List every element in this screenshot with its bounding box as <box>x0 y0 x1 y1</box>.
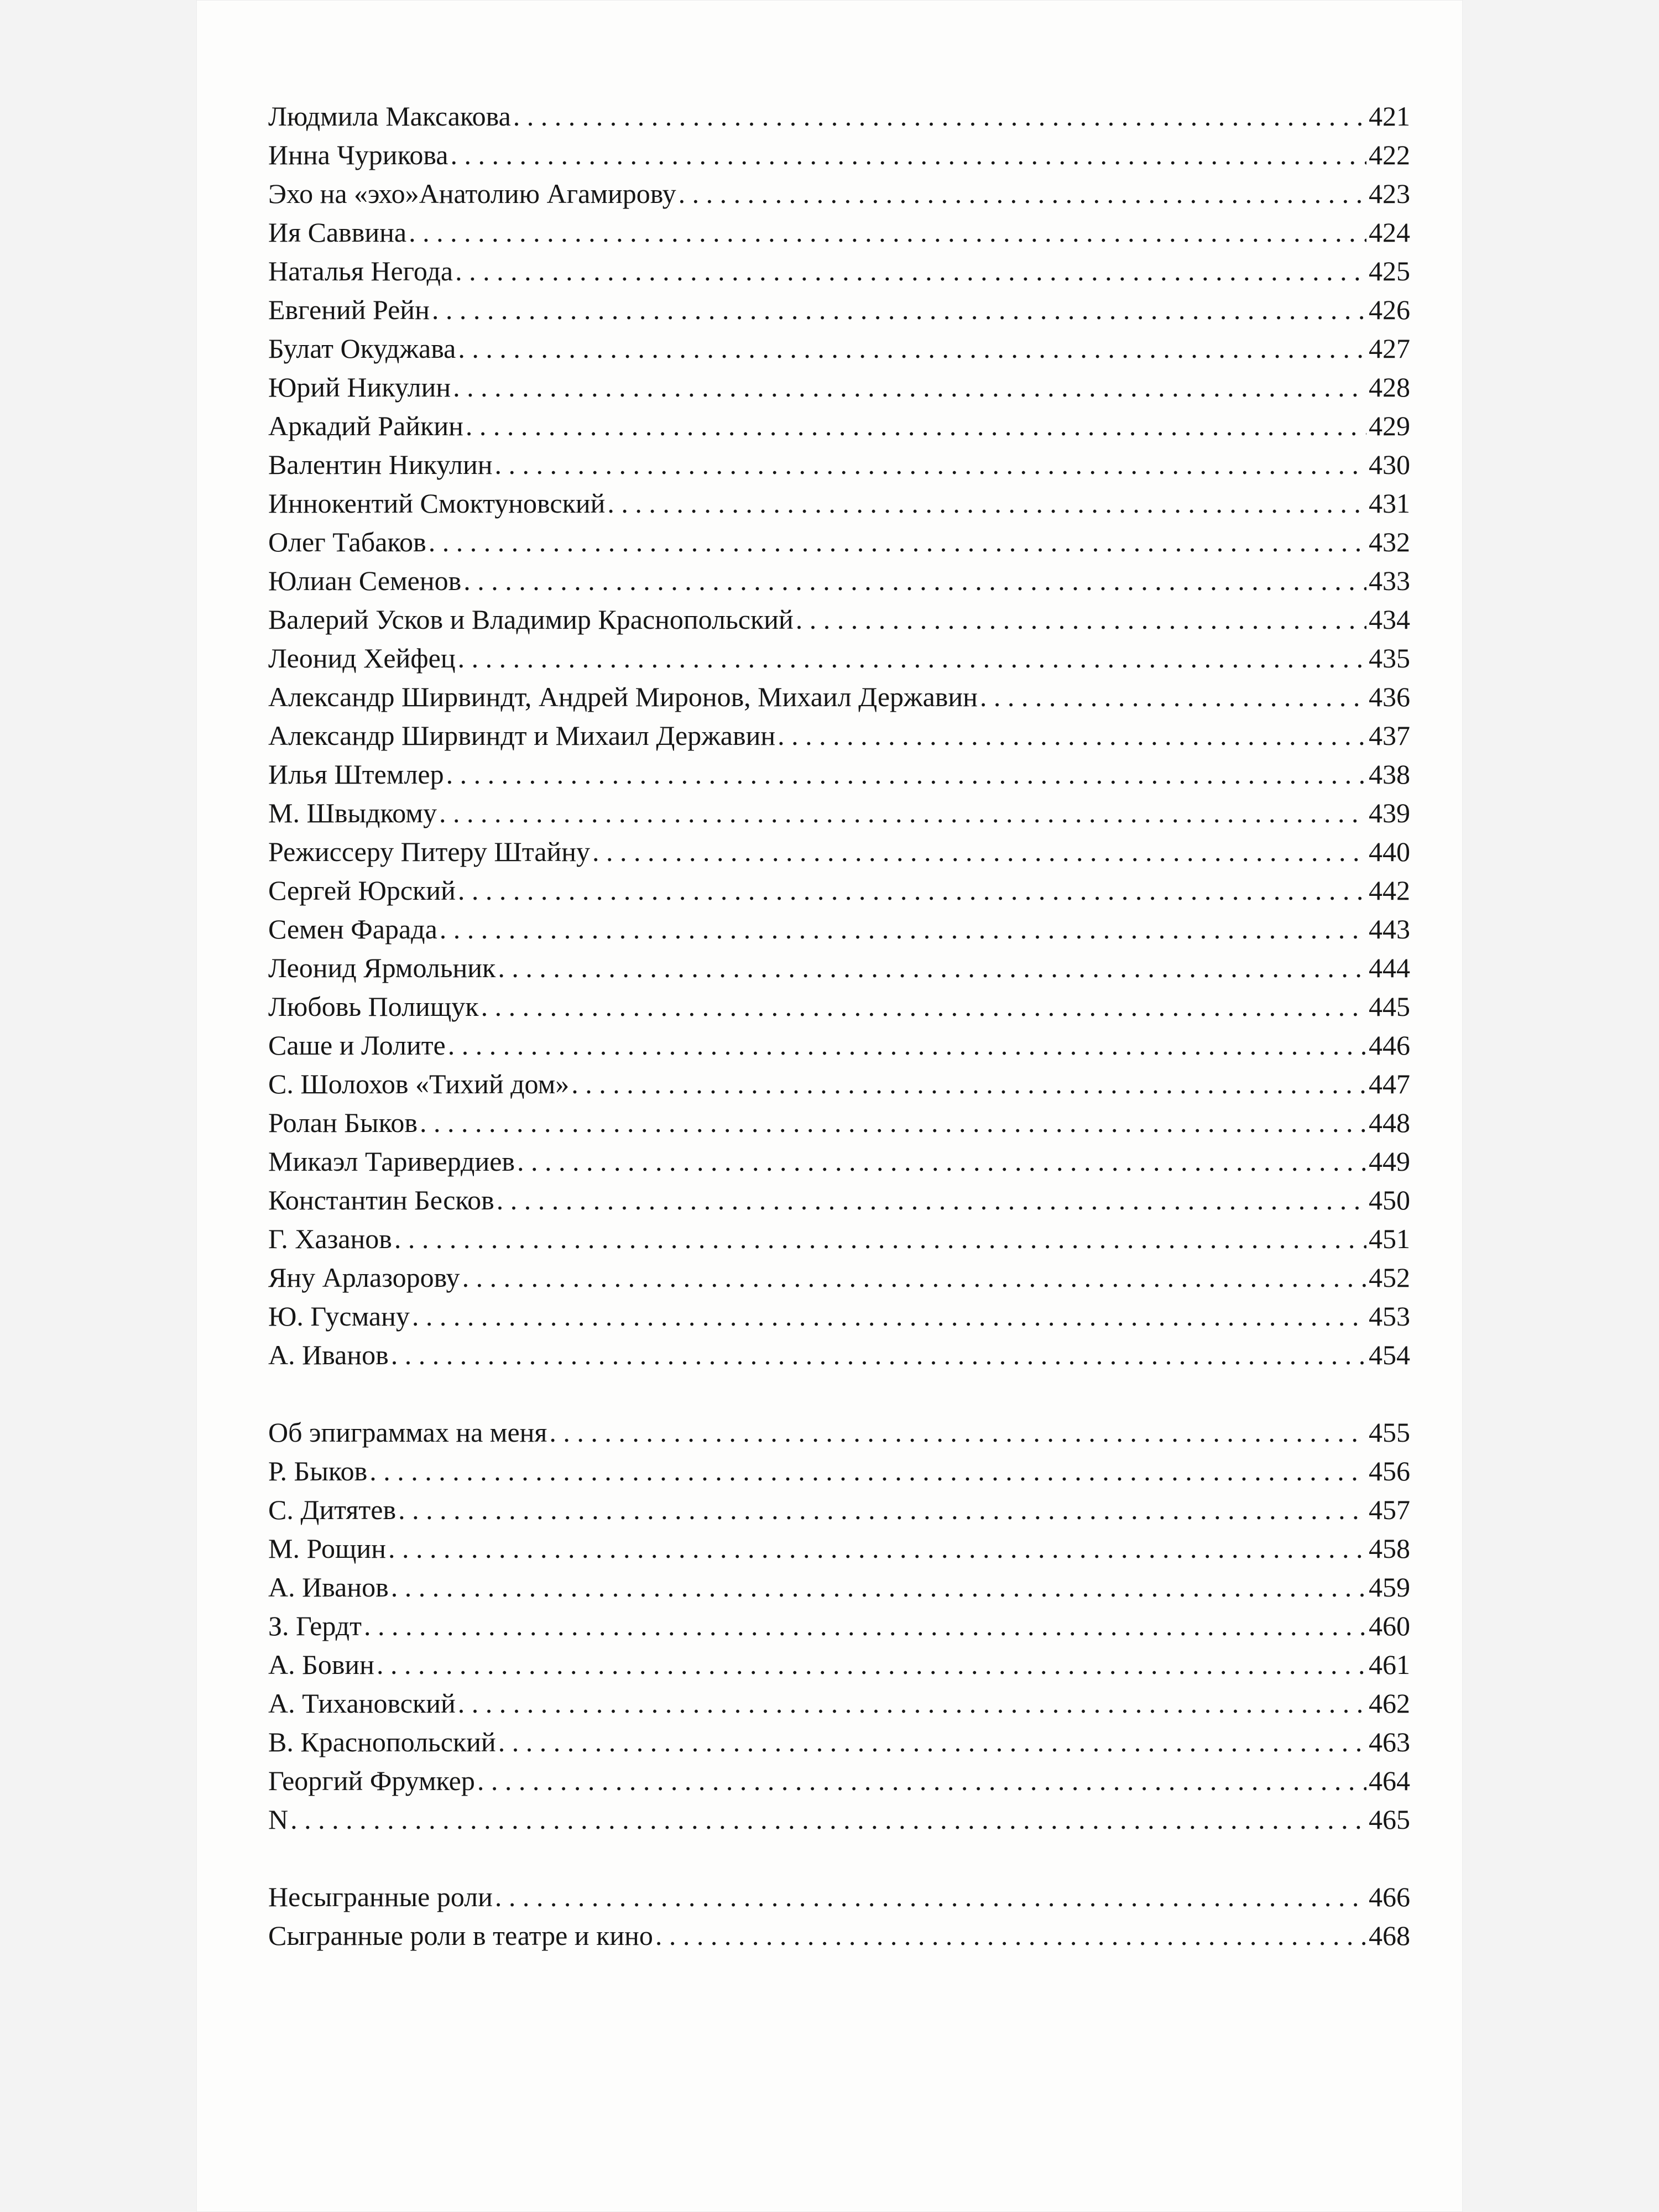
toc-entry-page-number: 450 <box>1369 1185 1410 1215</box>
toc-entry-title: Ролан Быков <box>268 1107 418 1138</box>
toc-entry-title: Г. Хазанов <box>268 1223 392 1254</box>
toc-entry-title: Булат Окуджава <box>268 333 456 364</box>
toc-entry <box>268 948 1410 987</box>
toc-leader-dots <box>377 1645 1366 1684</box>
toc-entry-title: Эхо на «эхо»Анатолию Агамирову <box>268 178 676 209</box>
toc-leader-dots <box>429 523 1366 561</box>
toc-entry-page-number: 459 <box>1369 1572 1410 1603</box>
toc-entry-title: Саше и Лолите <box>268 1030 446 1061</box>
toc-entry <box>268 252 1410 290</box>
toc-entry-page-number: 440 <box>1369 836 1410 867</box>
toc-entry <box>268 910 1410 948</box>
toc-leader-dots <box>498 1723 1366 1761</box>
toc-entry <box>268 1065 1410 1103</box>
toc-entry-title: Людмила Максакова <box>268 101 511 132</box>
toc-leader-dots <box>513 97 1366 135</box>
toc-entry-page-number: 429 <box>1369 410 1410 441</box>
toc-entry-page-number: 433 <box>1369 565 1410 596</box>
toc-entry <box>268 1606 1410 1645</box>
toc-entry-page-number: 432 <box>1369 526 1410 557</box>
toc-leader-dots <box>398 1490 1366 1529</box>
toc-entry <box>268 523 1410 561</box>
toc-entry-page-number: 438 <box>1369 759 1410 790</box>
toc-entry-title: С. Дитятев <box>268 1494 397 1525</box>
toc-entry-title: Илья Штемлер <box>268 759 444 790</box>
toc-entry <box>268 677 1410 716</box>
toc-entry <box>268 716 1410 755</box>
toc-entry-title: Иннокентий Смоктуновский <box>268 488 606 519</box>
toc-entry <box>268 1877 1410 1916</box>
toc-entry <box>268 445 1410 484</box>
toc-leader-dots <box>455 252 1366 290</box>
toc-entry <box>268 290 1410 329</box>
toc-leader-dots <box>796 600 1366 639</box>
toc-leader-dots <box>462 1258 1366 1297</box>
toc-entry-title: Сергей Юрский <box>268 875 456 906</box>
toc-entry-page-number: 422 <box>1369 139 1410 170</box>
toc-leader-dots <box>409 213 1366 252</box>
toc-entry-page-number: 449 <box>1369 1146 1410 1177</box>
toc-entry-title: Валерий Усков и Владимир Краснопольский <box>268 604 794 635</box>
toc-leader-dots <box>571 1065 1366 1103</box>
toc-entry-title: Режиссеру Питеру Штайну <box>268 836 591 867</box>
toc-entry-title: Александр Ширвиндт, Андрей Миронов, Михаил Державин <box>268 681 978 712</box>
toc-entry-title: А. Бовин <box>268 1649 374 1680</box>
toc-entry-page-number: 431 <box>1369 488 1410 519</box>
toc-entry-title: Ия Саввина <box>268 217 407 248</box>
toc-entry <box>268 484 1410 523</box>
toc-entry-page-number: 457 <box>1369 1494 1410 1525</box>
toc-entry-title: Юрий Никулин <box>268 372 451 403</box>
toc-entry-page-number: 434 <box>1369 604 1410 635</box>
toc-entry-title: Инна Чурикова <box>268 139 448 170</box>
toc-leader-dots <box>498 948 1366 987</box>
toc-entry-title: Несыгранные роли <box>268 1881 493 1912</box>
toc-entry-page-number: 452 <box>1369 1262 1410 1293</box>
toc-entry-page-number: 424 <box>1369 217 1410 248</box>
toc-leader-dots <box>463 561 1366 600</box>
toc-entry-page-number: 454 <box>1369 1339 1410 1370</box>
toc-entry-page-number: 451 <box>1369 1223 1410 1254</box>
toc-entry-page-number: 421 <box>1369 101 1410 132</box>
toc-leader-dots <box>458 329 1366 368</box>
toc-entry <box>268 1142 1410 1181</box>
toc-leader-dots <box>495 1877 1366 1916</box>
toc-entry-page-number: 444 <box>1369 952 1410 983</box>
toc-entry-title: Об эпиграммах на меня <box>268 1417 547 1448</box>
section-gap <box>268 1839 1410 1877</box>
toc-entry <box>268 600 1410 639</box>
toc-leader-dots <box>290 1800 1366 1839</box>
toc-entry <box>268 1026 1410 1065</box>
toc-entry-title: А. Тихановский <box>268 1688 456 1719</box>
toc-entry <box>268 794 1410 832</box>
toc-entry <box>268 174 1410 213</box>
toc-leader-dots <box>497 1181 1366 1219</box>
toc-entry-page-number: 464 <box>1369 1765 1410 1796</box>
toc-leader-dots <box>369 1452 1366 1490</box>
toc-entry <box>268 135 1410 174</box>
toc-entry-page-number: 423 <box>1369 178 1410 209</box>
toc-entry-page-number: 468 <box>1369 1920 1410 1951</box>
toc-entry <box>268 832 1410 871</box>
toc-leader-dots <box>494 445 1366 484</box>
toc-leader-dots <box>391 1335 1366 1374</box>
toc-entry-page-number: 428 <box>1369 372 1410 403</box>
toc-entry-page-number: 448 <box>1369 1107 1410 1138</box>
toc-entry-title: Р. Быков <box>268 1455 368 1486</box>
toc-entry <box>268 561 1410 600</box>
toc-entry-title: Александр Ширвиндт и Михаил Державин <box>268 720 776 751</box>
toc-entry <box>268 871 1410 910</box>
toc-leader-dots <box>458 639 1366 677</box>
toc-entry-title: Любовь Полищук <box>268 991 479 1022</box>
toc-entry <box>268 1568 1410 1606</box>
toc-entry-page-number: 436 <box>1369 681 1410 712</box>
toc-entry-page-number: 439 <box>1369 797 1410 828</box>
toc-entry-title: З. Гердт <box>268 1610 362 1641</box>
toc-entry-page-number: 443 <box>1369 914 1410 945</box>
toc-leader-dots <box>466 406 1366 445</box>
toc-entry <box>268 1452 1410 1490</box>
toc-leader-dots <box>420 1103 1366 1142</box>
toc-entry <box>268 1335 1410 1374</box>
toc-entry <box>268 1219 1410 1258</box>
toc-entry-title: Евгений Рейн <box>268 294 430 325</box>
toc-entry-page-number: 427 <box>1369 333 1410 364</box>
toc-entry <box>268 368 1410 406</box>
toc-entry-page-number: 461 <box>1369 1649 1410 1680</box>
toc-leader-dots <box>432 290 1366 329</box>
toc-leader-dots <box>450 135 1366 174</box>
toc-leader-dots <box>549 1413 1366 1452</box>
toc-entry <box>268 1529 1410 1568</box>
toc-entry <box>268 755 1410 794</box>
toc-entry-title: Константин Бесков <box>268 1185 494 1215</box>
toc-entry-title: А. Иванов <box>268 1339 389 1370</box>
toc-entry-page-number: 437 <box>1369 720 1410 751</box>
toc-entry <box>268 1103 1410 1142</box>
toc-leader-dots <box>517 1142 1366 1181</box>
toc-entry <box>268 1490 1410 1529</box>
toc-entry-page-number: 426 <box>1369 294 1410 325</box>
toc-entry <box>268 213 1410 252</box>
toc-entry-title: Валентин Никулин <box>268 449 493 480</box>
toc-entry-page-number: 445 <box>1369 991 1410 1022</box>
toc-leader-dots <box>592 832 1366 871</box>
toc-entry-page-number: 458 <box>1369 1533 1410 1564</box>
toc-entry-title: Юлиан Семенов <box>268 565 462 596</box>
toc-leader-dots <box>446 755 1366 794</box>
toc-entry <box>268 1916 1410 1955</box>
toc-entry <box>268 1800 1410 1839</box>
toc-entry-page-number: 442 <box>1369 875 1410 906</box>
toc-entry-title: N <box>268 1804 289 1835</box>
toc-entry-page-number: 460 <box>1369 1610 1410 1641</box>
toc-leader-dots <box>778 716 1366 755</box>
toc-entry <box>268 1258 1410 1297</box>
toc-leader-dots <box>412 1297 1366 1335</box>
toc-entry-title: М. Рощин <box>268 1533 387 1564</box>
toc-entry-title: Сыгранные роли в театре и кино <box>268 1920 653 1951</box>
toc-entry-page-number: 435 <box>1369 643 1410 674</box>
toc-entry <box>268 1723 1410 1761</box>
toc-leader-dots <box>980 677 1366 716</box>
toc-entry <box>268 1413 1410 1452</box>
toc-entry-title: Олег Табаков <box>268 526 426 557</box>
toc-entry-title: Семен Фарада <box>268 914 437 945</box>
toc-entry-title: Леонид Хейфец <box>268 643 456 674</box>
toc-entry-page-number: 446 <box>1369 1030 1410 1061</box>
toc-entry-title: А. Иванов <box>268 1572 389 1603</box>
toc-entry <box>268 987 1410 1026</box>
toc-entry-title: Наталья Негода <box>268 255 453 286</box>
toc-entry-page-number: 453 <box>1369 1301 1410 1332</box>
toc-entry-page-number: 463 <box>1369 1726 1410 1757</box>
toc-entry-page-number: 425 <box>1369 255 1410 286</box>
toc-leader-dots <box>394 1219 1366 1258</box>
toc-leader-dots <box>481 987 1366 1026</box>
toc-entry-page-number: 462 <box>1369 1688 1410 1719</box>
toc-leader-dots <box>655 1916 1366 1955</box>
toc-leader-dots <box>440 910 1366 948</box>
toc-leader-dots <box>477 1761 1366 1800</box>
toc-entry <box>268 329 1410 368</box>
toc-entry-title: С. Шолохов «Тихий дом» <box>268 1068 570 1099</box>
toc-entry <box>268 1297 1410 1335</box>
toc-entry-page-number: 430 <box>1369 449 1410 480</box>
toc-entry-title: Аркадий Райкин <box>268 410 463 441</box>
toc-entry-title: Леонид Ярмольник <box>268 952 496 983</box>
toc-entry <box>268 406 1410 445</box>
toc-entry-page-number: 447 <box>1369 1068 1410 1099</box>
toc-leader-dots <box>391 1568 1366 1606</box>
toc-entry <box>268 1181 1410 1219</box>
toc-entry <box>268 1684 1410 1723</box>
toc-entry <box>268 1761 1410 1800</box>
table-of-contents <box>268 97 1410 1955</box>
section-gap <box>268 1374 1410 1413</box>
toc-entry-page-number: 455 <box>1369 1417 1410 1448</box>
toc-leader-dots <box>448 1026 1366 1065</box>
toc-entry <box>268 639 1410 677</box>
toc-entry-page-number: 465 <box>1369 1804 1410 1835</box>
toc-entry-title: В. Краснопольский <box>268 1726 496 1757</box>
toc-entry-title: Георгий Фрумкер <box>268 1765 475 1796</box>
toc-leader-dots <box>458 871 1366 910</box>
toc-leader-dots <box>679 174 1366 213</box>
toc-entry-title: Ю. Гусману <box>268 1301 410 1332</box>
toc-leader-dots <box>458 1684 1366 1723</box>
toc-leader-dots <box>607 484 1366 523</box>
toc-leader-dots <box>439 794 1366 832</box>
toc-entry <box>268 1645 1410 1684</box>
toc-entry-page-number: 466 <box>1369 1881 1410 1912</box>
toc-entry-page-number: 456 <box>1369 1455 1410 1486</box>
toc-leader-dots <box>364 1606 1366 1645</box>
toc-leader-dots <box>388 1529 1366 1568</box>
toc-leader-dots <box>453 368 1366 406</box>
toc-entry-title: Яну Арлазорову <box>268 1262 460 1293</box>
toc-entry-title: Микаэл Таривердиев <box>268 1146 515 1177</box>
toc-entry <box>268 97 1410 135</box>
toc-entry-title: М. Швыдкому <box>268 797 437 828</box>
